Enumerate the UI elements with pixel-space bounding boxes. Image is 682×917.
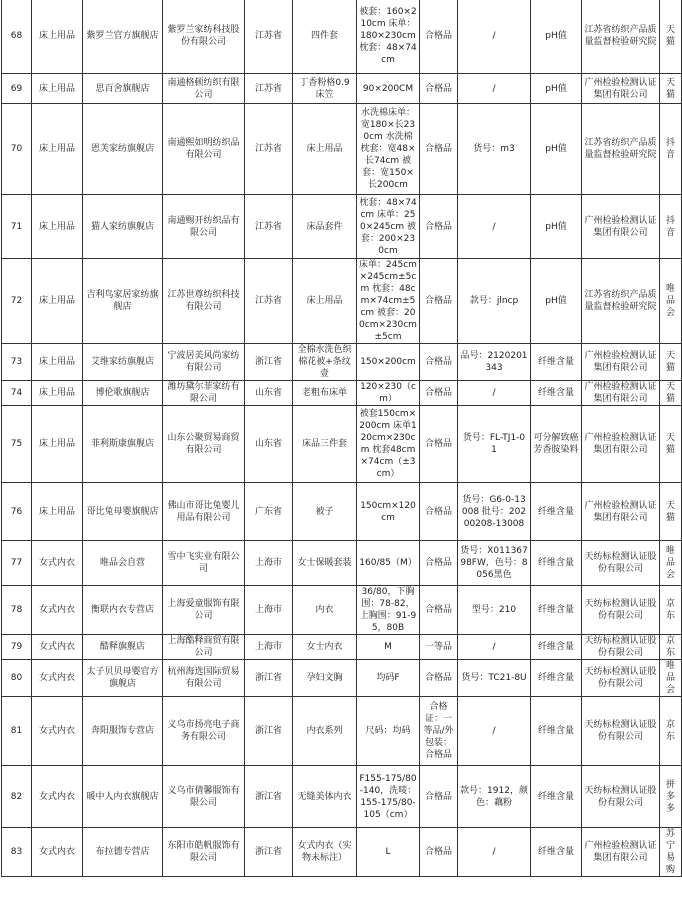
failed-item-cell: 纤维含量 (531, 660, 582, 697)
table-row (2, 74, 682, 104)
shop-name-cell: 哥比兔母婴旗舰店 (83, 483, 163, 541)
row-number-cell: 82 (2, 766, 32, 828)
specification-cell: 150×200cm (357, 344, 420, 381)
platform-cell: 唯品会 (660, 259, 682, 344)
manufacturer-cell: 佛山市哥比兔婴儿用品有限公司 (163, 483, 245, 541)
failed-item-cell: 纤维含量 (531, 381, 582, 406)
row-number-cell: 75 (2, 406, 32, 483)
table-row (2, 0, 682, 74)
failed-item-cell: 纤维含量 (531, 766, 582, 828)
manufacturer-cell: 紫罗兰家纺科技股份有限公司 (163, 0, 245, 74)
item-number-cell: 品号：2120201343 (458, 344, 531, 381)
product-name-cell: 女士保暖套装 (293, 541, 357, 586)
platform-cell: 抖音 (660, 195, 682, 259)
platform-cell: 京东 (660, 586, 682, 635)
table-row (2, 660, 682, 697)
specification-cell: 160/85（M） (357, 541, 420, 586)
table-row (2, 381, 682, 406)
grade-cell: 一等品 (420, 635, 458, 660)
failed-item-cell: 可分解致癌芳香胺染料 (531, 406, 582, 483)
testing-lab-cell: 广州检验检测认证集团有限公司 (582, 406, 660, 483)
testing-lab-cell: 天纺标检测认证股份有限公司 (582, 586, 660, 635)
specification-cell: 90×200CM (357, 74, 420, 104)
platform-cell: 苏宁易购 (660, 828, 682, 877)
shop-name-cell: 衡联内衣专营店 (83, 586, 163, 635)
row-number-cell: 74 (2, 381, 32, 406)
item-number-cell: 货号：G6-0-13008 批号：20200208-13008 (458, 483, 531, 541)
table-row (2, 483, 682, 541)
shop-name-cell: 布拉德专营店 (83, 828, 163, 877)
manufacturer-cell: 南通赐开纺织品有限公司 (163, 195, 245, 259)
product-name-cell: 女式内衣（实物未标注） (293, 828, 357, 877)
product-name-cell: 女士内衣 (293, 635, 357, 660)
manufacturer-cell: 南通熙如明纺织品有限公司 (163, 104, 245, 195)
category-cell: 女式内衣 (32, 660, 83, 697)
manufacturer-cell: 雪中飞实业有限公司 (163, 541, 245, 586)
category-cell: 女式内衣 (32, 828, 83, 877)
shop-name-cell: 艾维家纺旗舰店 (83, 344, 163, 381)
manufacturer-cell: 上海爱童服饰有限公司 (163, 586, 245, 635)
manufacturer-cell: 南通格顿纺织有限公司 (163, 74, 245, 104)
row-number-cell: 78 (2, 586, 32, 635)
product-name-cell: 床上用品 (293, 104, 357, 195)
grade-cell: 合格品 (420, 483, 458, 541)
item-number-cell: / (458, 74, 531, 104)
testing-lab-cell: 江苏省纺织产品质量监督检验研究院 (582, 0, 660, 74)
specification-cell: 36/80，下胸围：78-82，上胸围：91-95，80B (357, 586, 420, 635)
province-cell: 上海市 (245, 635, 293, 660)
category-cell: 床上用品 (32, 74, 83, 104)
row-number-cell: 72 (2, 259, 32, 344)
province-cell: 山东省 (245, 381, 293, 406)
province-cell: 广东省 (245, 483, 293, 541)
item-number-cell: 款号：jlncp (458, 259, 531, 344)
table-row (2, 259, 682, 344)
platform-cell: 天猫 (660, 74, 682, 104)
testing-lab-cell: 江苏省纺织产品质量监督检验研究院 (582, 259, 660, 344)
shop-name-cell: 酷释旗舰店 (83, 635, 163, 660)
table-row (2, 195, 682, 259)
grade-cell: 合格品 (420, 0, 458, 74)
province-cell: 江苏省 (245, 104, 293, 195)
shop-name-cell: 思百舍旗舰店 (83, 74, 163, 104)
specification-cell: 均码F (357, 660, 420, 697)
manufacturer-cell: 杭州海选国际贸易有限公司 (163, 660, 245, 697)
item-number-cell: / (458, 381, 531, 406)
testing-lab-cell: 广州检验检测认证集团有限公司 (582, 74, 660, 104)
testing-lab-cell: 天纺标检测认证股份有限公司 (582, 635, 660, 660)
grade-cell: 合格品 (420, 381, 458, 406)
grade-cell: 合格品 (420, 406, 458, 483)
product-name-cell: 丁香粉格0.9床笠 (293, 74, 357, 104)
failed-item-cell: 纤维含量 (531, 483, 582, 541)
table-row (2, 828, 682, 877)
product-name-cell: 被子 (293, 483, 357, 541)
shop-name-cell: 菲利斯康旗舰店 (83, 406, 163, 483)
testing-lab-cell: 广州检验检测认证集团有限公司 (582, 195, 660, 259)
specification-cell: 150cm×120cm (357, 483, 420, 541)
shop-name-cell: 猫人家纺旗舰店 (83, 195, 163, 259)
product-name-cell: 床上用品 (293, 259, 357, 344)
category-cell: 床上用品 (32, 195, 83, 259)
platform-cell: 拼多多 (660, 766, 682, 828)
testing-lab-cell: 广州检验检测认证集团有限公司 (582, 828, 660, 877)
specification-cell: 被套：160×210cm 床单：180×230cm 枕套：48×74cm (357, 0, 420, 74)
category-cell: 床上用品 (32, 483, 83, 541)
category-cell: 床上用品 (32, 104, 83, 195)
province-cell: 江苏省 (245, 259, 293, 344)
grade-cell: 合格品 (420, 74, 458, 104)
table-row (2, 541, 682, 586)
product-name-cell: 内衣系列 (293, 697, 357, 766)
item-number-cell: 货号：FL-TJ1-01 (458, 406, 531, 483)
product-name-cell: 孕妇文胸 (293, 660, 357, 697)
table-row (2, 635, 682, 660)
province-cell: 江苏省 (245, 74, 293, 104)
shop-name-cell: 奔阳服饰专营店 (83, 697, 163, 766)
platform-cell: 天猫 (660, 344, 682, 381)
failed-item-cell: pH值 (531, 195, 582, 259)
category-cell: 床上用品 (32, 381, 83, 406)
category-cell: 女式内衣 (32, 766, 83, 828)
manufacturer-cell: 上海酷释商贸有限公司 (163, 635, 245, 660)
product-name-cell: 全棉水洗色织棉花被+条纹壹 (293, 344, 357, 381)
product-name-cell: 床品套件 (293, 195, 357, 259)
product-name-cell: 无缝美体内衣 (293, 766, 357, 828)
manufacturer-cell: 宁波居美风尚家纺有限公司 (163, 344, 245, 381)
testing-lab-cell: 天纺标检测认证股份有限公司 (582, 541, 660, 586)
platform-cell: 天猫 (660, 483, 682, 541)
grade-cell: 合格品 (420, 541, 458, 586)
manufacturer-cell: 义乌市扬亮电子商务有限公司 (163, 697, 245, 766)
specification-cell: 120×230（cm） (357, 381, 420, 406)
grade-cell: 合格证：一等品/外包装：合格品 (420, 697, 458, 766)
specification-cell: L (357, 828, 420, 877)
failed-item-cell: 纤维含量 (531, 828, 582, 877)
category-cell: 女式内衣 (32, 697, 83, 766)
table-row (2, 406, 682, 483)
product-name-cell: 老粗布床单 (293, 381, 357, 406)
category-cell: 女式内衣 (32, 635, 83, 660)
category-cell: 床上用品 (32, 0, 83, 74)
row-number-cell: 79 (2, 635, 32, 660)
item-number-cell: 货号：X01136798FW，色号：8056黑色 (458, 541, 531, 586)
grade-cell: 合格品 (420, 586, 458, 635)
row-number-cell: 68 (2, 0, 32, 74)
platform-cell: 天猫 (660, 406, 682, 483)
specification-cell: 水洗棉床单：宽180×长230cm 水洗棉枕套：宽48×长74cm 被套：宽150×长200cm (357, 104, 420, 195)
specification-cell: 床单：245cm×245cm±5cm 枕套：48cm×74cm±5cm 被套：200cm×230cm±5cm (357, 259, 420, 344)
province-cell: 浙江省 (245, 697, 293, 766)
failed-item-cell: pH值 (531, 259, 582, 344)
platform-cell: 京东 (660, 697, 682, 766)
platform-cell: 天猫 (660, 0, 682, 74)
row-number-cell: 70 (2, 104, 32, 195)
item-number-cell: 款号：1912，颜色：藕粉 (458, 766, 531, 828)
row-number-cell: 69 (2, 74, 32, 104)
item-number-cell: 货号：TC21-8U (458, 660, 531, 697)
testing-lab-cell: 天纺标检测认证股份有限公司 (582, 660, 660, 697)
row-number-cell: 71 (2, 195, 32, 259)
province-cell: 山东省 (245, 406, 293, 483)
item-number-cell: / (458, 635, 531, 660)
category-cell: 床上用品 (32, 259, 83, 344)
row-number-cell: 76 (2, 483, 32, 541)
failed-item-cell: pH值 (531, 74, 582, 104)
table-row (2, 104, 682, 195)
grade-cell: 合格品 (420, 660, 458, 697)
manufacturer-cell: 东阳市皓帆服饰有限公司 (163, 828, 245, 877)
failed-item-cell: pH值 (531, 104, 582, 195)
province-cell: 浙江省 (245, 828, 293, 877)
failed-item-cell: 纤维含量 (531, 697, 582, 766)
category-cell: 女式内衣 (32, 586, 83, 635)
shop-name-cell: 恩芙家纺旗舰店 (83, 104, 163, 195)
table-body (2, 0, 682, 877)
testing-lab-cell: 江苏省纺织产品质量监督检验研究院 (582, 104, 660, 195)
platform-cell: 抖音 (660, 104, 682, 195)
platform-cell: 唯品会 (660, 660, 682, 697)
row-number-cell: 83 (2, 828, 32, 877)
row-number-cell: 73 (2, 344, 32, 381)
manufacturer-cell: 山东公聚贸易商贸有限公司 (163, 406, 245, 483)
grade-cell: 合格品 (420, 344, 458, 381)
category-cell: 床上用品 (32, 406, 83, 483)
platform-cell: 天猫 (660, 381, 682, 406)
shop-name-cell: 暖中人内衣旗舰店 (83, 766, 163, 828)
failed-item-cell: 纤维含量 (531, 635, 582, 660)
row-number-cell: 77 (2, 541, 32, 586)
testing-lab-cell: 天纺标检测认证股份有限公司 (582, 766, 660, 828)
testing-lab-cell: 广州检验检测认证集团有限公司 (582, 381, 660, 406)
product-inspection-table (1, 0, 682, 877)
manufacturer-cell: 潍坊黛尔菲家纺有限公司 (163, 381, 245, 406)
specification-cell: M (357, 635, 420, 660)
row-number-cell: 80 (2, 660, 32, 697)
platform-cell: 京东 (660, 635, 682, 660)
failed-item-cell: pH值 (531, 0, 582, 74)
grade-cell: 合格品 (420, 828, 458, 877)
shop-name-cell: 博伦歌旗舰店 (83, 381, 163, 406)
specification-cell: 枕套：48×74cm 床单：250×245cm 被套：200×230cm (357, 195, 420, 259)
specification-cell: F155-175/80-140，洗唛：155-175/80-105（cm） (357, 766, 420, 828)
province-cell: 浙江省 (245, 660, 293, 697)
grade-cell: 合格品 (420, 766, 458, 828)
product-name-cell: 四件套 (293, 0, 357, 74)
province-cell: 上海市 (245, 541, 293, 586)
platform-cell: 唯品会 (660, 541, 682, 586)
shop-name-cell: 吉利鸟家居家纺旗舰店 (83, 259, 163, 344)
shop-name-cell: 紫罗兰官方旗舰店 (83, 0, 163, 74)
province-cell: 浙江省 (245, 766, 293, 828)
category-cell: 床上用品 (32, 344, 83, 381)
testing-lab-cell: 广州检验检测认证集团有限公司 (582, 344, 660, 381)
testing-lab-cell: 天纺标检测认证股份有限公司 (582, 697, 660, 766)
table-row (2, 344, 682, 381)
testing-lab-cell: 广州检验检测认证集团有限公司 (582, 483, 660, 541)
specification-cell: 尺码：均码 (357, 697, 420, 766)
grade-cell: 合格品 (420, 259, 458, 344)
table-row (2, 586, 682, 635)
grade-cell: 合格品 (420, 195, 458, 259)
product-name-cell: 内衣 (293, 586, 357, 635)
manufacturer-cell: 义乌市倩馨服饰有限公司 (163, 766, 245, 828)
failed-item-cell: 纤维含量 (531, 344, 582, 381)
province-cell: 江苏省 (245, 0, 293, 74)
shop-name-cell: 太子贝贝母婴官方旗舰店 (83, 660, 163, 697)
shop-name-cell: 唯品会自营 (83, 541, 163, 586)
item-number-cell: / (458, 697, 531, 766)
item-number-cell: / (458, 828, 531, 877)
row-number-cell: 81 (2, 697, 32, 766)
item-number-cell: / (458, 195, 531, 259)
province-cell: 江苏省 (245, 195, 293, 259)
specification-cell: 被套150cm×200cm 床单120cm×230cm 枕套48cm×74cm（±3cm） (357, 406, 420, 483)
failed-item-cell: 纤维含量 (531, 541, 582, 586)
province-cell: 上海市 (245, 586, 293, 635)
manufacturer-cell: 江苏世尊纺织科技有限公司 (163, 259, 245, 344)
grade-cell: 合格品 (420, 104, 458, 195)
table-row (2, 697, 682, 766)
item-number-cell: 型号：210 (458, 586, 531, 635)
table-row (2, 766, 682, 828)
failed-item-cell: 纤维含量 (531, 586, 582, 635)
province-cell: 浙江省 (245, 344, 293, 381)
product-name-cell: 床品三件套 (293, 406, 357, 483)
category-cell: 女式内衣 (32, 541, 83, 586)
item-number-cell: 货号：m3 (458, 104, 531, 195)
item-number-cell: / (458, 0, 531, 74)
